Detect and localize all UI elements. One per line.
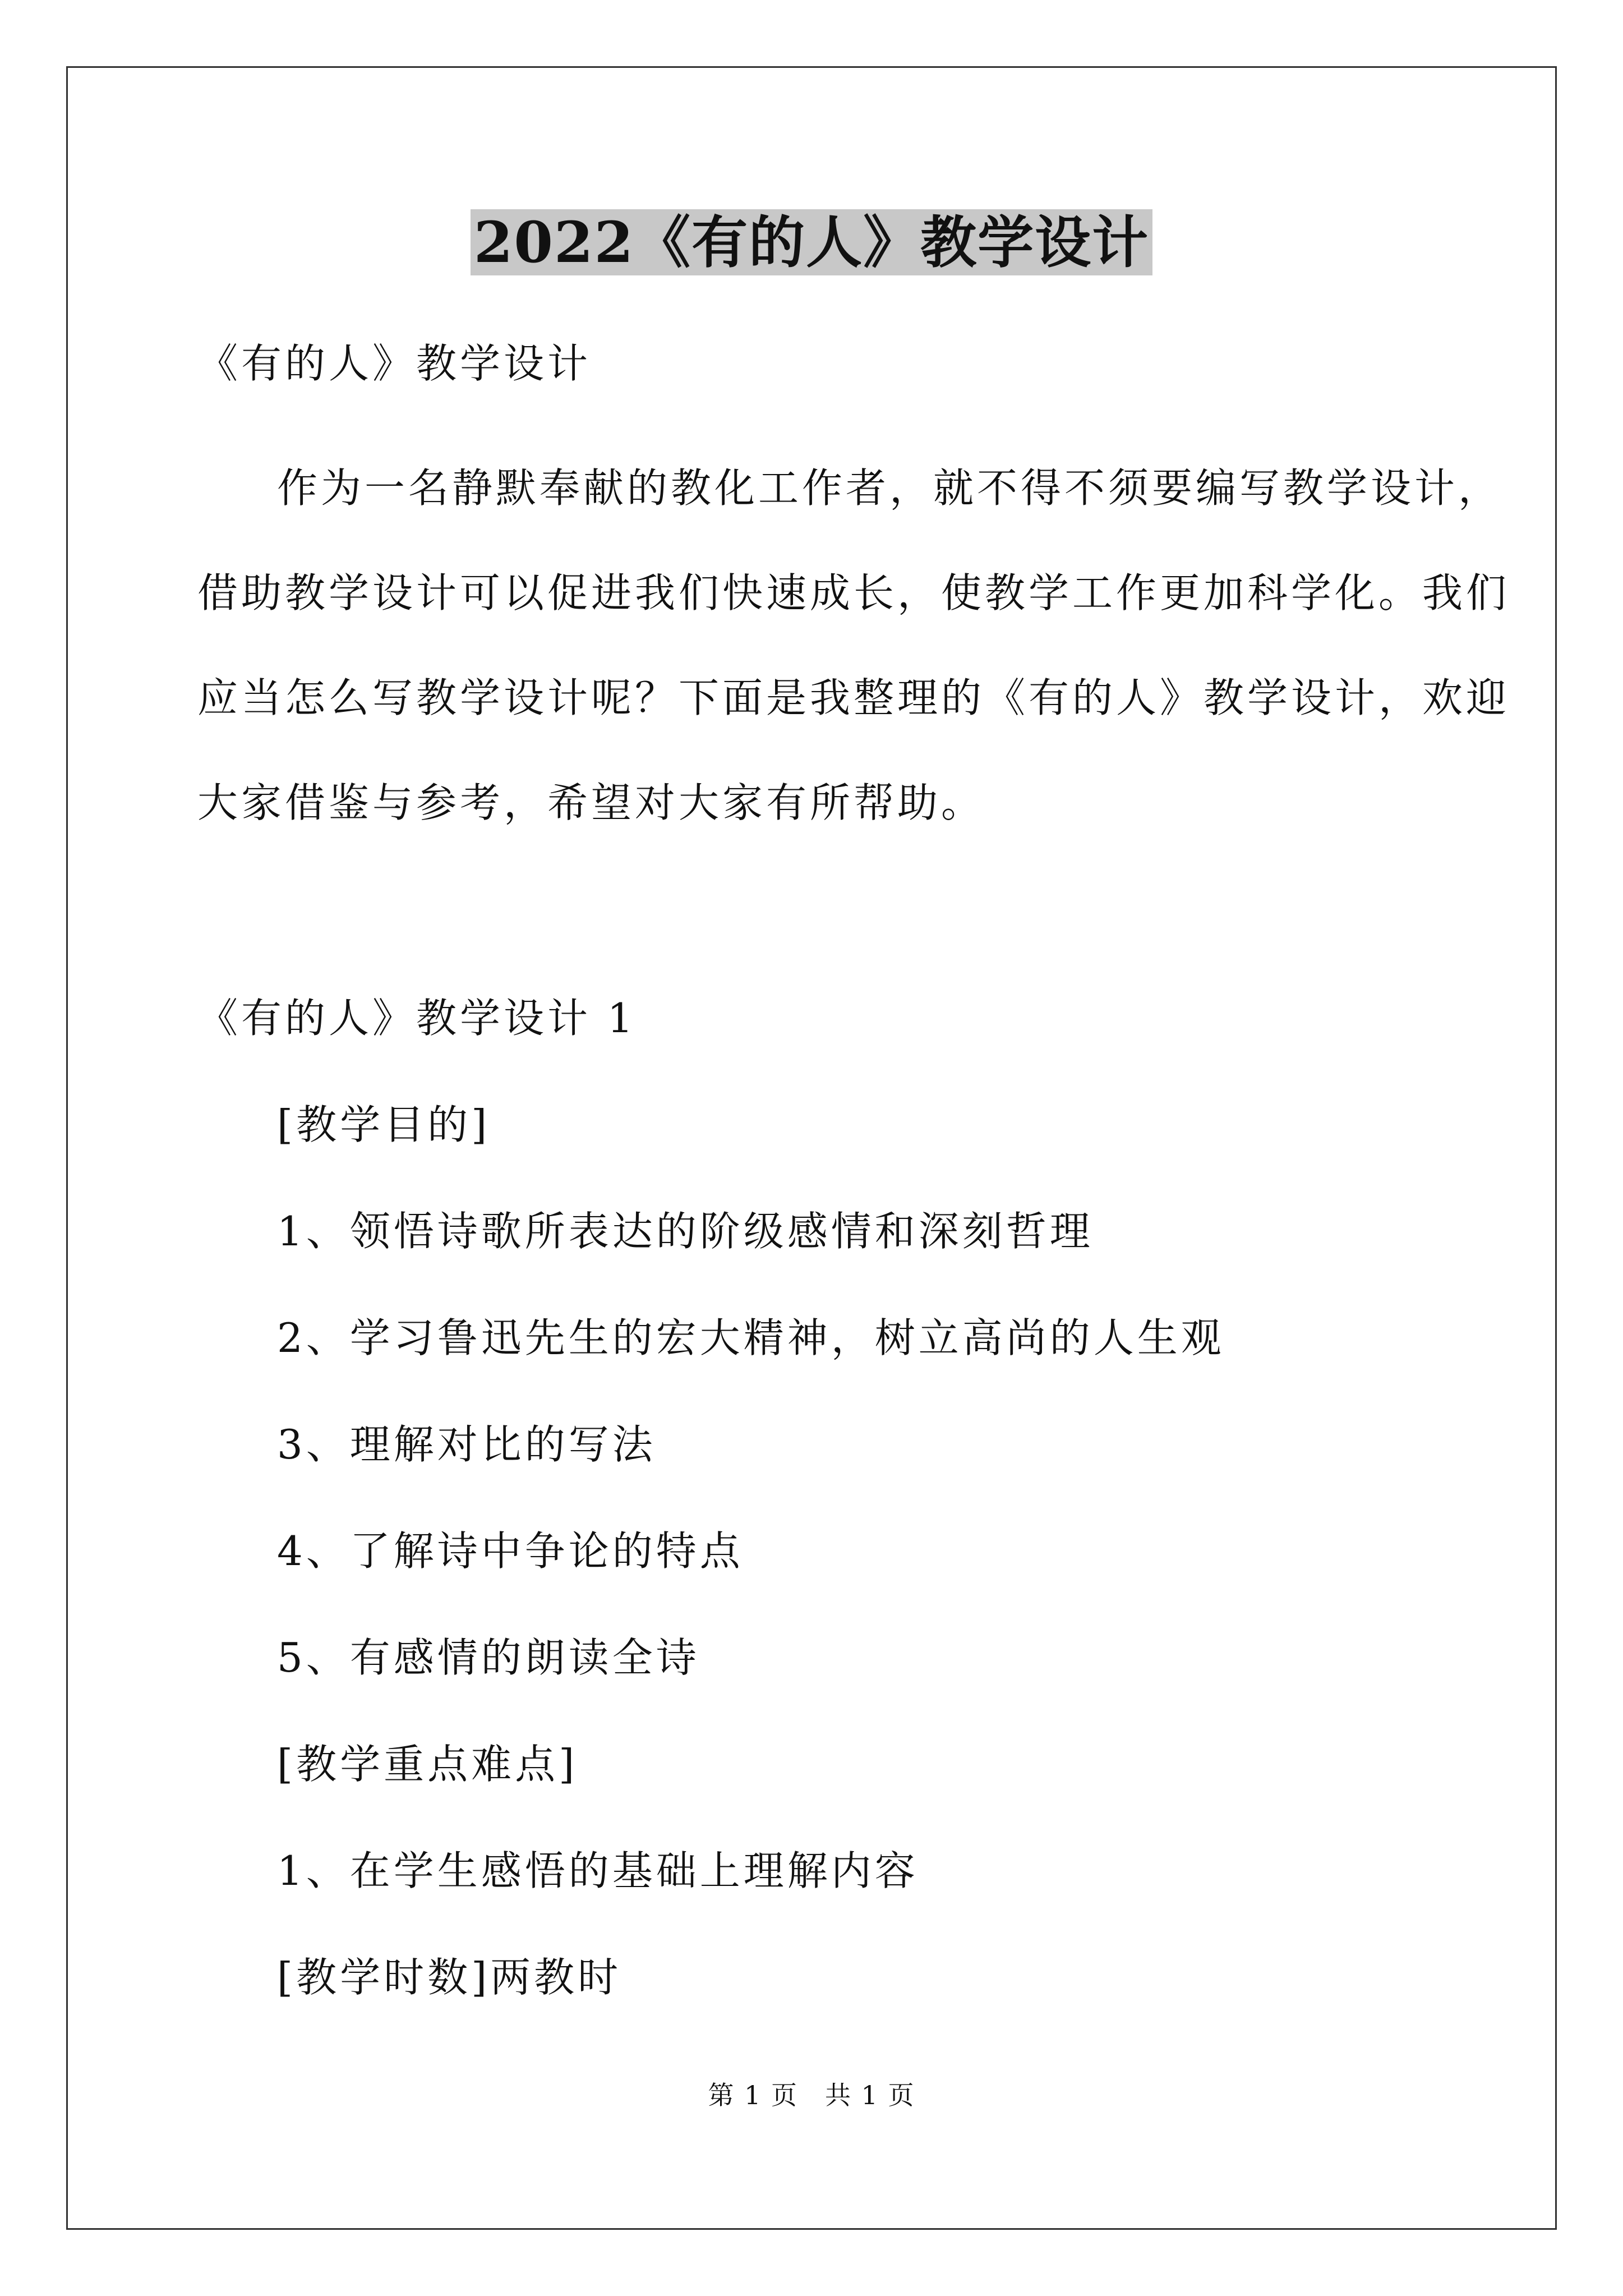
goal-item-2: 2、学习鲁迅先生的宏大精神，树立高尚的人生观 [277,1314,1225,1361]
intro-line-2: 借助教学设计可以促进我们快速成长，使教学工作更加科学化。我们 [197,569,1510,616]
intro-line-4: 大家借鉴与参考，希望对大家有所帮助。 [197,779,985,826]
goals-heading: [教学目的] [277,1101,491,1148]
page-number: 第 1 页 共 1 页 [708,2080,915,2110]
goal-item-4: 4、了解诗中争论的特点 [277,1527,744,1575]
document-subtitle: 《有的人》教学设计 [197,340,592,387]
teaching-hours-line: [教学时数]两教时 [277,1954,622,2001]
key-point-item-1: 1、在学生感悟的基础上理解内容 [277,1847,919,1894]
key-points-heading: [教学重点难点] [277,1741,578,1788]
intro-line-3: 应当怎么写教学设计呢？下面是我整理的《有的人》教学设计，欢迎 [197,674,1510,721]
goal-item-1: 1、领悟诗歌所表达的阶级感情和深刻哲理 [277,1208,1094,1255]
goal-item-5: 5、有感情的朗读全诗 [277,1634,700,1681]
goal-item-3: 3、理解对比的写法 [277,1421,656,1468]
intro-line-1: 作为一名静默奉献的教化工作者，就不得不须要编写教学设计， [277,464,1502,512]
section-heading: 《有的人》教学设计 1 [197,995,637,1042]
document-title [0,203,1623,282]
document-title-text: 2022《有的人》教学设计 [471,209,1152,275]
